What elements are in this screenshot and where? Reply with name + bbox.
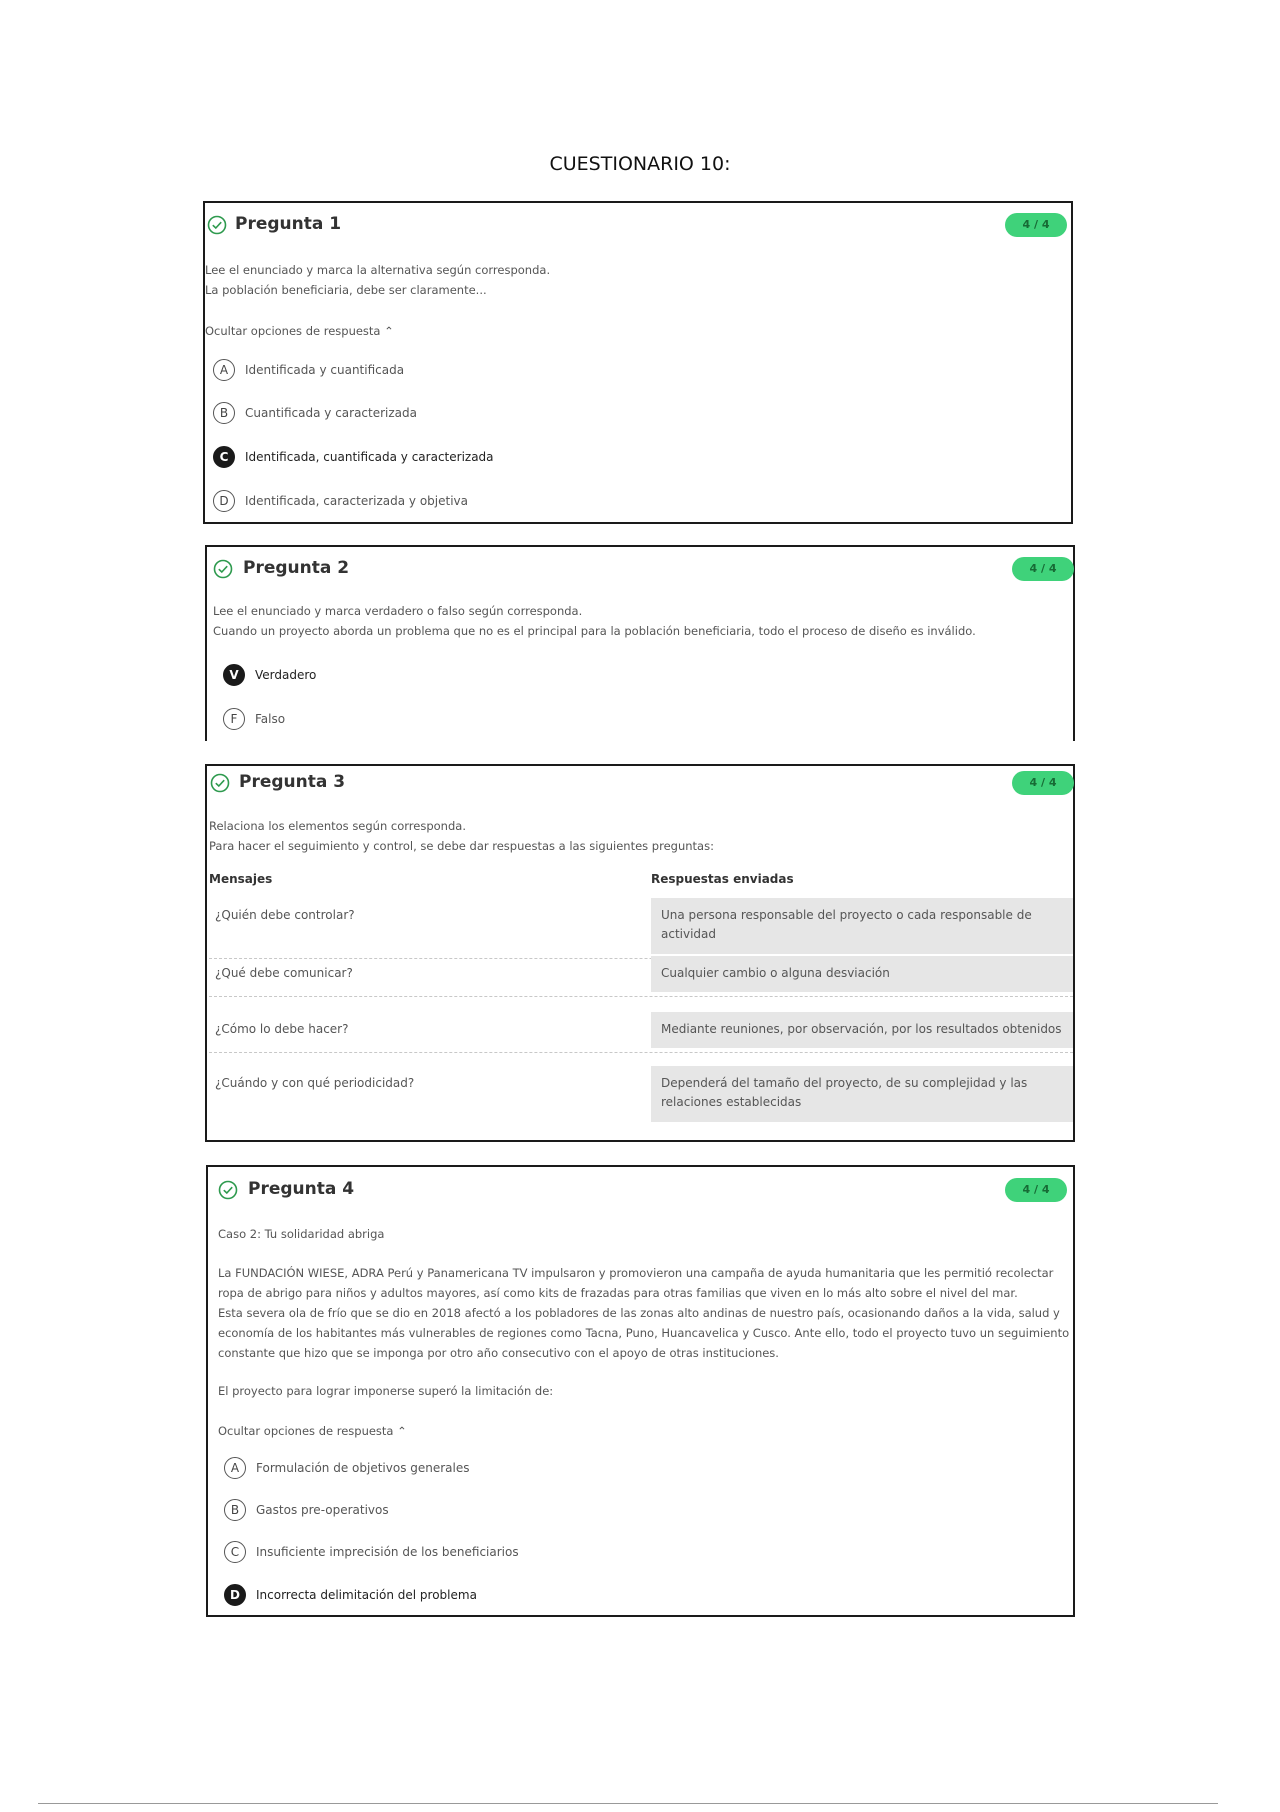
- question-header: [205, 203, 1071, 243]
- question-text: Lee el enunciado y marca verdadero o falso según corresponda. Cuando un proyecto aborda un problema que no es el principal para la población beneficiaria, todo el proceso de diseño es inválido.: [213, 604, 976, 638]
- question-header: [207, 547, 1073, 587]
- score-badge: 4 / 4: [1012, 557, 1074, 581]
- option-label: Gastos pre-operativos: [256, 1503, 389, 1517]
- score-badge: 4 / 4: [1005, 1178, 1067, 1202]
- answer-option[interactable]: [223, 661, 316, 689]
- option-letter: F: [223, 708, 245, 730]
- option-letter: C: [213, 446, 235, 468]
- question-title: Pregunta 2: [243, 558, 350, 578]
- case-paragraph: La FUNDACIÓN WIESE, ADRA Perú y Panamericana TV impulsaron y promovieron una campaña de ayuda humanitaria que les permitió recolectar ropa de abrigo para niños y adultos mayores, así como kits de frazadas para otras familias que viven en lo más alto sobre el nivel del mar. Esta severa ola de frío que se dio en 2018 afectó a los pobladores de las zonas alto andinas de nuestro país, ocasionando daños a la vida, salud y economía de los habitantes más vulnerables de regiones como Tacna, Puno, Huancavelica y Cusco. Ante ello, todo el proyecto tuvo un seguimiento constante que hizo que se imponga por otro año consecutivo con el apoyo de otras instituciones.: [218, 1266, 1070, 1360]
- option-label: Formulación de objetivos generales: [256, 1461, 470, 1475]
- match-response: Dependerá del tamaño del proyecto, de su complejidad y las relaciones establecidas: [651, 1066, 1073, 1122]
- hide-options-toggle[interactable]: Ocultar opciones de respuesta ⌃: [205, 324, 394, 338]
- option-letter: V: [223, 664, 245, 686]
- answer-option[interactable]: [213, 443, 494, 471]
- match-response: Mediante reuniones, por observación, por los resultados obtenidos: [651, 1012, 1073, 1048]
- option-label: Insuficiente imprecisión de los beneficiarios: [256, 1545, 519, 1559]
- option-label: Incorrecta delimitación del problema: [256, 1588, 477, 1602]
- score-badge: 4 / 4: [1012, 771, 1074, 795]
- match-message: ¿Quién debe controlar?: [215, 908, 355, 922]
- answer-option[interactable]: [223, 705, 285, 733]
- question-header: [207, 766, 1073, 806]
- answer-option[interactable]: [224, 1538, 519, 1566]
- option-letter: A: [213, 359, 235, 381]
- question-text: Lee el enunciado y marca la alternativa según corresponda. La población beneficiaria, debe ser claramente...: [205, 263, 551, 297]
- question-title: Pregunta 4: [248, 1179, 355, 1199]
- case-title: Caso 2: Tu solidaridad abriga: [218, 1227, 385, 1241]
- answer-option[interactable]: [224, 1454, 470, 1482]
- row-divider: [209, 1052, 1073, 1053]
- option-letter: B: [213, 402, 235, 424]
- check-circle-icon: [213, 559, 233, 579]
- answer-option[interactable]: [213, 487, 468, 515]
- option-letter: D: [213, 490, 235, 512]
- match-response: Una persona responsable del proyecto o cada responsable de actividad: [651, 898, 1073, 954]
- option-label: Identificada, cuantificada y caracterizada: [245, 450, 494, 464]
- check-circle-icon: [210, 773, 230, 793]
- option-letter: C: [224, 1541, 246, 1563]
- column-header-responses: Respuestas enviadas: [651, 872, 794, 886]
- match-message: ¿Cuándo y con qué periodicidad?: [215, 1076, 415, 1090]
- answer-option[interactable]: [224, 1496, 389, 1524]
- check-circle-icon: [207, 215, 227, 235]
- match-message: ¿Qué debe comunicar?: [215, 966, 353, 980]
- question-card-2: [205, 545, 1075, 741]
- check-circle-icon: [218, 1180, 238, 1200]
- match-response: Cualquier cambio o alguna desviación: [651, 956, 1073, 992]
- option-label: Verdadero: [255, 668, 317, 682]
- question-prompt: El proyecto para lograr imponerse superó la limitación de:: [218, 1384, 554, 1398]
- option-letter: A: [224, 1457, 246, 1479]
- match-message: ¿Cómo lo debe hacer?: [215, 1022, 349, 1036]
- page-title: CUESTIONARIO 10:: [549, 153, 731, 175]
- answer-option[interactable]: [213, 356, 404, 384]
- option-label: Falso: [255, 712, 286, 726]
- question-title: Pregunta 1: [235, 214, 342, 234]
- column-header-messages: Mensajes: [209, 872, 273, 886]
- score-badge: 4 / 4: [1005, 213, 1067, 237]
- answer-option[interactable]: [224, 1581, 477, 1609]
- hide-options-toggle[interactable]: Ocultar opciones de respuesta ⌃: [218, 1424, 407, 1438]
- option-label: Identificada, caracterizada y objetiva: [245, 494, 469, 508]
- option-label: Cuantificada y caracterizada: [245, 406, 418, 420]
- option-letter: D: [224, 1584, 246, 1606]
- answer-option[interactable]: [213, 399, 417, 427]
- footer-rule: [38, 1803, 1218, 1804]
- question-card-4: [206, 1165, 1075, 1617]
- question-text: Relaciona los elementos según corresponda. Para hacer el seguimiento y control, se debe dar respuestas a las siguientes preguntas:: [209, 819, 714, 853]
- question-header: [208, 1167, 1073, 1207]
- row-divider: [209, 996, 1073, 997]
- option-label: Identificada y cuantificada: [245, 363, 405, 377]
- question-card-1: [203, 201, 1073, 524]
- option-letter: B: [224, 1499, 246, 1521]
- question-card-3: [205, 764, 1075, 1142]
- question-title: Pregunta 3: [239, 772, 346, 792]
